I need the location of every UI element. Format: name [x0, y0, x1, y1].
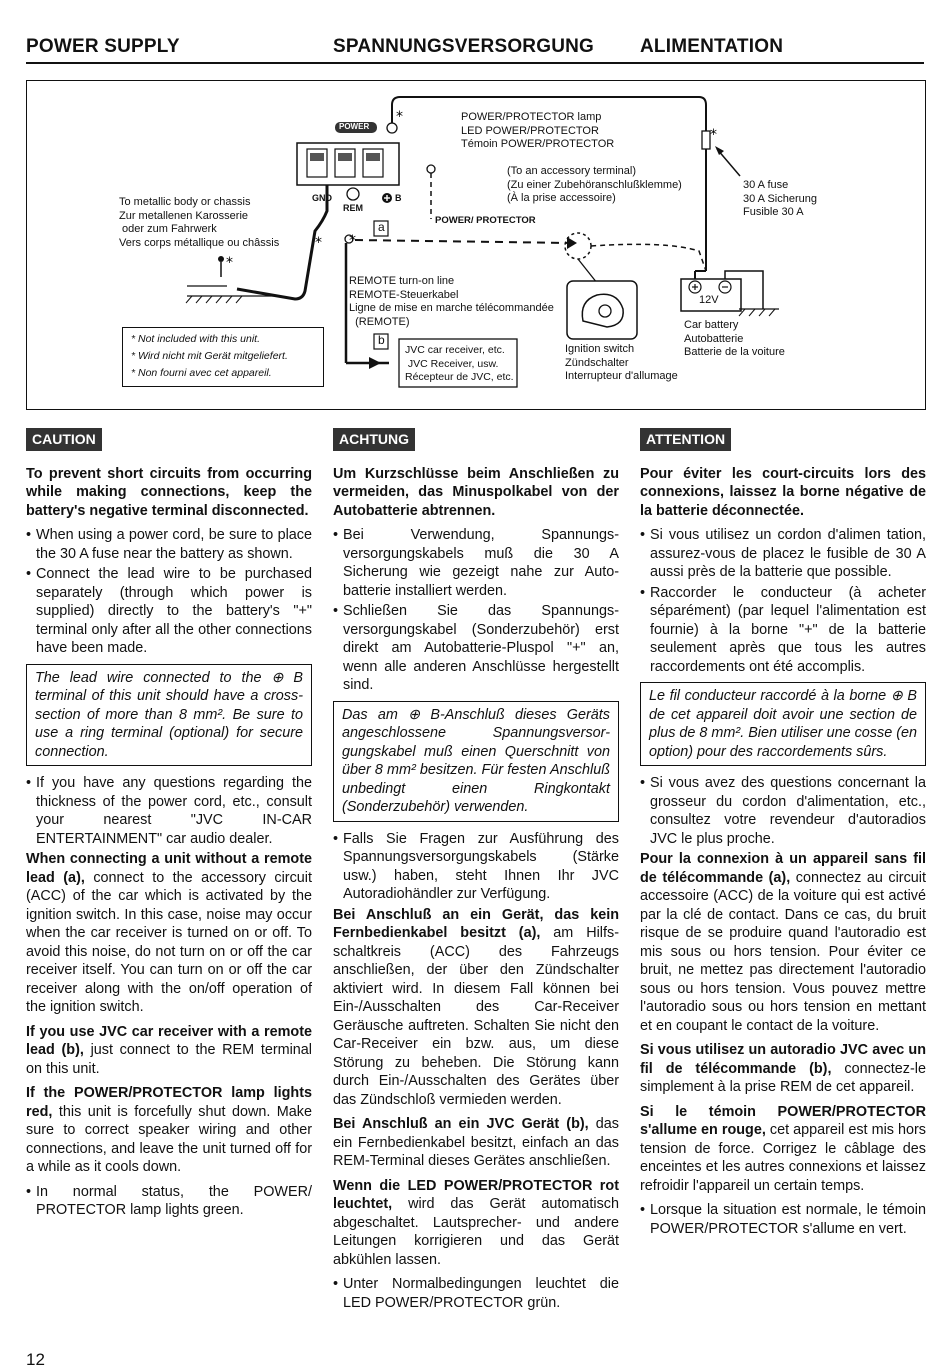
- intro-en: To prevent short circuits from occurring while making connections, keep the battery's negative terminal disconnected.: [26, 465, 312, 519]
- gnd-label: GND: [312, 193, 332, 203]
- list-item: • Si vous avez des questions concernant la grosseur du cordon d'alimentation, etc., consultez votre revendeur d'autoradios JVC le plus proche.: [640, 775, 926, 847]
- list-item: • Bei Verwendung, Spannungs-versorgungskabels muß die 30 A Sicherung wie gezeigt nahe zur Auto-batterie installiert werden.: [333, 527, 619, 599]
- svg-text:*: *: [396, 109, 403, 125]
- note-en: The lead wire connected to the ⊕ B terminal of this unit should have a cross-section of more than 8 mm². Be sure to use a ring terminal (optional) for secure connection.: [26, 664, 312, 767]
- para-jvc-fr: Si vous utilisez un autoradio JVC avec un fil de télécommande (b), connectez-le simplement à la prise REM de cet appareil.: [640, 1042, 926, 1095]
- list-item: • Falls Sie Fragen zur Ausführung des Spannungsversorgungskabels (Stärke usw.) haben, steht Ihnen Ihr JVC Autoradiohändler zur Verfügung.: [333, 830, 619, 902]
- power-lamp-label: POWER/PROTECTOR lamp LED POWER/PROTECTOR Témoin POWER/PROTECTOR: [461, 111, 615, 150]
- footnote-box: [122, 327, 324, 387]
- svg-text:*: *: [710, 127, 717, 143]
- power-protector-label: POWER/ PROTECTOR: [435, 215, 536, 226]
- plus-b-label: B: [395, 193, 402, 203]
- fuse-shape: [702, 131, 710, 149]
- accessory-label: (To an accessory terminal) (Zu einer Zubehöranschlußklemme) (À la prise accessoire): [507, 165, 682, 204]
- rem-label: REM: [343, 203, 363, 213]
- column-de: [333, 428, 619, 1314]
- para-remote-fr: Pour la connexion à un appareil sans fil de télécommande (a), connectez au circuit accessoire (ACC) de la voiture qui est activé par la clé de contact. Dans ce cas, du bruit risque de se produire quand l'autoradio est mis sous ou hors tension. Pour éviter ce bruit, ne mettez pas directement l'autoradio sous ou hors tension. Vous pouvez mettre l'autoradio sous ou hors tension en mettant et en coupant le contact de la voiture.: [640, 851, 926, 1034]
- svg-text:*: *: [226, 255, 233, 271]
- intro-fr: Pour éviter les court-circuits lors des connexions, laissez la borne négative de la batterie déconnectée.: [640, 465, 926, 519]
- fuse-label: 30 A fuse 30 A Sicherung Fusible 30 A: [743, 179, 818, 218]
- svg-text:*: *: [349, 233, 356, 249]
- footnote-fr: * Non fourni avec cet appareil.: [131, 367, 272, 379]
- chassis-label: To metallic body or chassis Zur metallenen Karosserie oder zum Fahrwerk Vers corps métallique ou châssis: [119, 196, 280, 249]
- column-en: [26, 428, 312, 1222]
- header-fr: ALIMENTATION: [640, 36, 784, 57]
- footnote-en: * Not included with this unit.: [131, 333, 260, 345]
- note-fr: Le fil conducteur raccordé à la borne ⊕ B de cet appareil doit avoir une section de plus de 8 mm². Bien utiliser une cosse (en option) pour des raccordements sûrs.: [640, 682, 926, 766]
- header-en: POWER SUPPLY: [26, 36, 180, 57]
- battery-voltage: 12V: [699, 294, 719, 306]
- jvc-receiver-label: JVC car receiver, etc. JVC Receiver, usw. Récepteur de JVC, etc.: [405, 344, 514, 383]
- list-item: • Raccorder le conducteur (à acheter séparément) (par lequel l'alimentation est fournie) à la borne "+" de la batterie seulement après que tous les autres raccordements ont été accomplis.: [640, 584, 926, 675]
- column-fr: [640, 428, 926, 1240]
- achtung-tag: ACHTUNG: [333, 428, 415, 451]
- header-rule: [26, 62, 924, 64]
- list-item: • In normal status, the POWER/ PROTECTOR lamp lights green.: [26, 1183, 312, 1218]
- marker-b: b: [378, 333, 385, 347]
- para-red-en: If the POWER/PROTECTOR lamp lights red, this unit is forcefully shut down. Make sure to correct speaker wiring and other connections, and leave the unit turned off for a while as it cools down.: [26, 1085, 312, 1175]
- marker-a: a: [378, 220, 385, 234]
- list-item: • Si vous utilisez un cordon d'alimen tation, assurez-vous de placez le fusible de 30 A aussi près de la batterie que possible.: [640, 527, 926, 580]
- para-red-fr: Si le témoin POWER/PROTECTOR s'allume en rouge, cet appareil est mis hors tension de force. Corrigez le câblage des enceintes et les autres connexions et laissez refroidir l'appareil un certain temps.: [640, 1103, 927, 1194]
- remote-label: REMOTE turn-on line REMOTE-Steuerkabel Ligne de mise en marche télécommandée (REMOTE): [349, 275, 554, 328]
- car-battery-label: Car battery Autobatterie Batterie de la voiture: [684, 319, 785, 358]
- header-de: SPANNUNGSVERSORGUNG: [333, 36, 595, 57]
- para-remote-de: Bei Anschluß an ein Gerät, das kein Fernbedienkabel besitzt (a), am Hilfs-schaltkreis (ACC) des Fahrzeugs anschließen, der über den Zündschalter aktiviert wird. In diesem Fall können bei Ein-/Ausschalten des Car-Receiver Geräusche auftreten. Schalten Sie nicht den Car-Receiver ein bzw. aus, um diese Störung zu beheben. Die Störung kann durch Ein-/Ausschalten des Gerätes über das Zündschloß vermieden werden.: [333, 906, 619, 1108]
- svg-text:*: *: [315, 235, 322, 251]
- ignition-label: Ignition switch Zündschalter Interrupteur d'allumage: [565, 343, 678, 382]
- page-number: 12: [26, 1350, 45, 1369]
- power-badge: POWER: [339, 122, 370, 131]
- list-item: • Unter Normalbedingungen leuchtet die LED POWER/PROTECTOR grün.: [333, 1276, 619, 1311]
- screw-icon: [218, 256, 224, 262]
- list-item: • Lorsque la situation est normale, le témoin POWER/PROTECTOR s'allume en vert.: [640, 1202, 926, 1237]
- para-remote-en: When connecting a unit without a remote lead (a), connect to the accessory circuit (ACC) of the car which is activated by the ignition switch. In this case, noise may occur when the car receiver is turned on or off. To avoid this noise, do not turn on or off the car receiver itself. You can turn on or off the car receiver along with the on/off operation of the ignition switch.: [26, 851, 312, 1015]
- list-item: • If you have any questions regarding the thickness of the power cord, etc., consult your nearest "JVC IN-CAR ENTERTAINMENT" car audio dealer.: [26, 775, 312, 847]
- para-jvc-de: Bei Anschluß an ein JVC Gerät (b), das ein Fernbedienkabel besitzt, einfach an das REM-Terminal dieses Gerätes anschließen.: [333, 1116, 619, 1169]
- para-red-de: Wenn die LED POWER/PROTECTOR rot leuchtet, wird das Gerät automatisch abgeschaltet. Lautsprecher- und andere Leitungen korrigieren und das Gerät abkühlen lassen.: [333, 1177, 619, 1268]
- attention-tag: ATTENTION: [640, 428, 731, 451]
- list-item: • Connect the lead wire to be purchased separately (through which power is supplied) directly to the battery's "+" terminal only after all the other connections have been made.: [26, 566, 312, 656]
- accessory-dashed-wire: [355, 240, 572, 243]
- list-item: • When using a power cord, be sure to place the 30 A fuse near the battery as shown.: [26, 527, 312, 562]
- wiring-diagram: [26, 80, 926, 410]
- footnote-de: * Wird nicht mit Gerät mitgeliefert.: [131, 350, 288, 362]
- para-jvc-en: If you use JVC car receiver with a remote lead (b), just connect to the REM terminal on this unit.: [26, 1023, 313, 1077]
- note-de: Das am ⊕ B-Anschluß dieses Geräts angeschlossene Spannungsversor-gungskabel muß einen Querschnitt von über 8 mm² besitzen. Für festen Anschluß unbedingt einen Ringkontakt (Sonderzubehör) verwenden.: [333, 701, 619, 822]
- caution-tag: CAUTION: [26, 428, 102, 451]
- rem-ring: [347, 188, 359, 200]
- intro-de: Um Kurzschlüsse beim Anschließen zu vermeiden, das Minuspolkabel von der Autobatterie abtrennen.: [333, 465, 619, 519]
- list-item: • Schließen Sie das Spannungs-versorgungskabel (Sonderzubehör) erst direkt am Autobatterie-Pluspol "+" an, wenn alle anderen Anschlüsse hergestellt sind.: [333, 603, 619, 693]
